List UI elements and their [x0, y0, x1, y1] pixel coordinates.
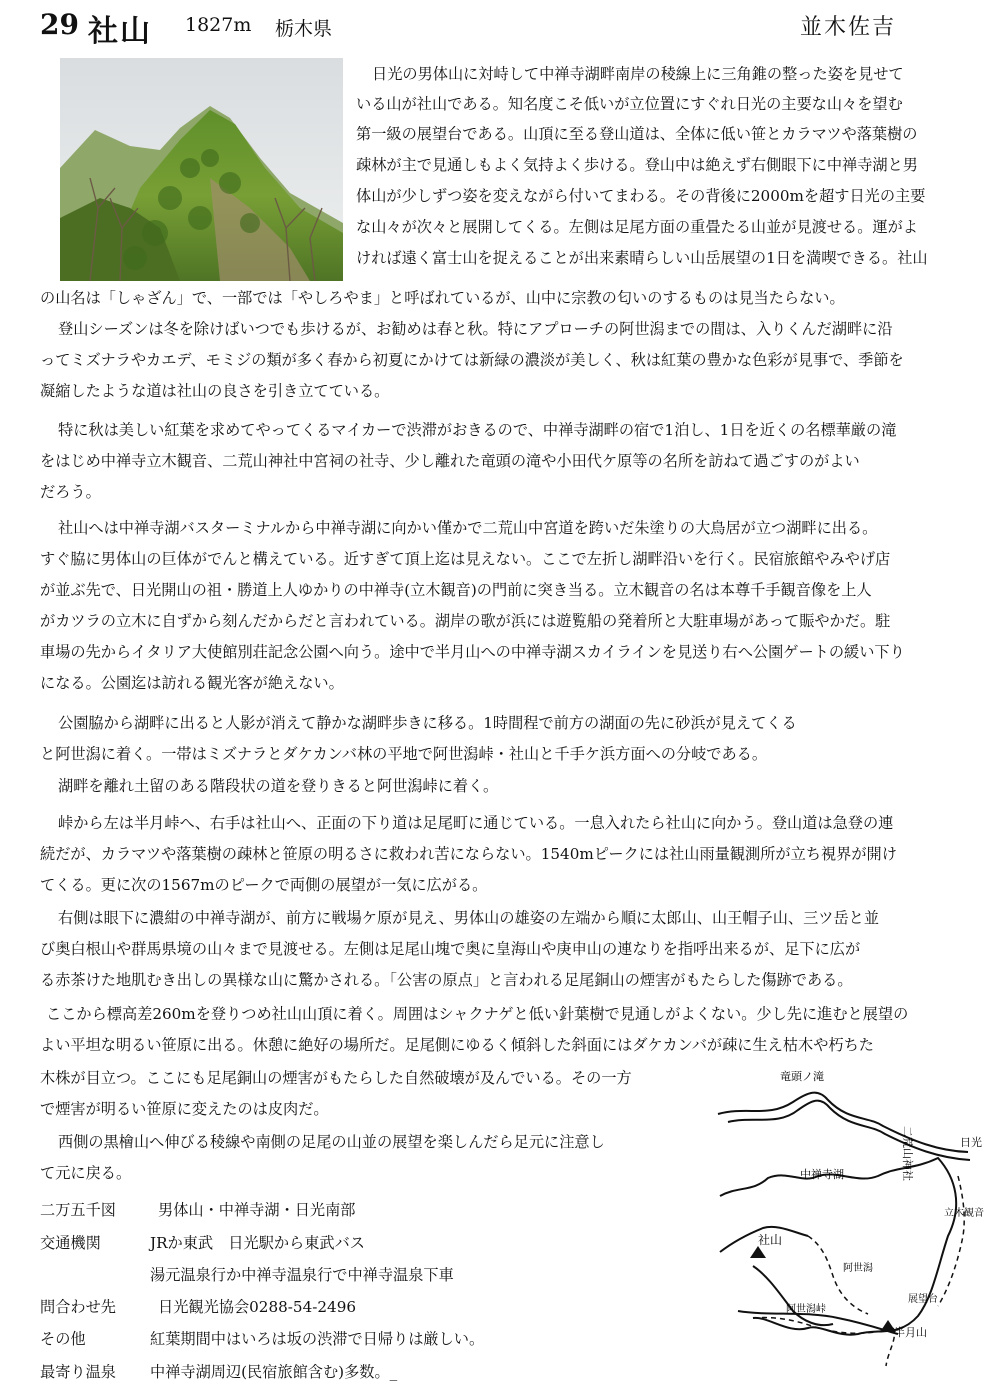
- text-line: だろう。: [40, 483, 101, 501]
- map-label: 二荒山神社: [901, 1126, 914, 1181]
- transport-value: JRか東武 日光駅から東武バス: [150, 1234, 365, 1252]
- page-header: [0, 0, 1000, 52]
- text-line: 峠から左は半月峠へ、右手は社山へ、正面の下り道は足尾町に通じている。一息入れたら社山に向かう。登山道は急登の連: [58, 814, 894, 832]
- text-line: 体山が少しずつ姿を変えながら付いてまわる。その背後に2000mを超す日光の主要: [356, 187, 926, 205]
- other-value: 紅葉期間中はいろは坂の渋滞で日帰りは厳しい。: [150, 1330, 485, 1348]
- text-line: び奥白根山や群馬県境の山々まで見渡せる。左側は足尾山塊で奥に皇海山や庚申山の連なりを指呼出来るが、足下に広が: [40, 940, 861, 958]
- transport-label: 交通機関: [40, 1234, 101, 1252]
- author: 並木佐吉: [800, 15, 897, 40]
- contact-value: 日光観光協会0288-54-2496: [158, 1298, 357, 1316]
- other-label: その他: [40, 1330, 86, 1348]
- map-label: 阿世潟峠: [786, 1304, 826, 1315]
- text-line: が並ぶ先で、日光開山の祖・勝道上人ゆかりの中禅寺(立木観音)の門前に突き当る。立木観音の名は本尊千手観音像を上人: [40, 581, 872, 599]
- onsen-value: 中禅寺湖周辺(民宿旅館含む)多数。_: [150, 1363, 398, 1381]
- mountain-photo: [60, 58, 343, 281]
- text-line: 車場の先からイタリア大使館別荘記念公園へ向う。途中で半月山への中禅寺湖スカイラインを見送り右へ公園ゲートの緩い下り: [40, 643, 905, 661]
- text-line: 第一級の展望台である。山頂に至る登山道は、全体に低い笹とカラマツや落葉樹の: [356, 125, 918, 143]
- text-line: 疎林が主で見通しもよく気持よく歩ける。登山中は絶えず右側眼下に中禅寺湖と男: [356, 156, 918, 174]
- text-line: がカツラの立木に自ずから刻んだからだと言われている。湖岸の歌が浜には遊覧船の発着所と大駐車場があって賑やかだ。駐: [40, 612, 891, 630]
- text-line: ってミズナラやカエデ、モミジの類が多く春から初夏にかけては新緑の濃淡が美しく、秋は紅葉の豊かな色彩が見事で、季節を: [40, 351, 904, 369]
- text-line: 社山へは中禅寺湖バスターミナルから中禅寺湖に向かい僅かで二荒山中宮道を跨いだ朱塗りの大鳥居が立つ湖畔に出る。: [58, 519, 878, 537]
- map-label: 竜頭ノ滝: [780, 1070, 824, 1083]
- text-line: 登山シーズンは冬を除けばいつでも歩けるが、お勧めは春と秋。特にアプローチの阿世潟までの間は、入りくんだ湖畔に沿: [58, 320, 893, 338]
- text-line: 木株が目立つ。ここにも足尾銅山の煙害がもたらした自然破壊が及んでいる。その一方: [40, 1069, 632, 1087]
- text-line: いる山が社山である。知名度こそ低いが立位置にすぐれ日光の主要な山々を望む: [356, 95, 903, 113]
- entry-number: 29: [40, 8, 79, 41]
- text-line: すぐ脇に男体山の巨体がでんと構えている。近すぎて頂上迄は見えない。ここで左折し湖畔沿いを行く。民宿旅館やみやげ店: [40, 550, 891, 568]
- page-title: 社山: [88, 14, 152, 49]
- route-map: [708, 1066, 996, 1376]
- peak-marker: [750, 1246, 766, 1258]
- text-line: る赤茶けた地肌むき出しの異様な山に驚かされる。「公害の原点」と言われる足尾銅山の煙害がもたらした傷跡である。: [40, 971, 853, 989]
- map-label: 日光: [960, 1136, 982, 1149]
- text-line: と阿世潟に着く。一帯はミズナラとダケカンバ林の平地で阿世潟峠・社山と千手ケ浜方面への分岐である。: [40, 745, 768, 763]
- text-line: をはじめ中禅寺立木観音、二荒山神社中宮祠の社寺、少し離れた竜頭の滝や小田代ケ原等の名所を訪ねて過ごすのがよい: [40, 452, 860, 470]
- map-label: 社山: [758, 1233, 783, 1247]
- map-label: 半月山: [894, 1326, 927, 1339]
- map-sheet-label: 二万五千図: [40, 1201, 116, 1219]
- text-line: の山名は「しゃざん」で、一部では「やしろやま」と呼ばれているが、山中に宗教の匂いのするものは見当たらない。: [40, 289, 845, 307]
- text-line: ければ遠く富士山を捉えることが出来素晴らしい山岳展望の1日を満喫できる。社山: [356, 249, 928, 267]
- text-line: 西側の黒檜山へ伸びる稜線や南側の足尾の山並の展望を楽しんだら足元に注意し: [58, 1133, 605, 1151]
- text-line: 湖畔を離れ土留のある階段状の道を登りきると阿世潟峠に着く。: [58, 777, 499, 795]
- contact-label: 問合わせ先: [40, 1298, 116, 1316]
- prefecture: 栃木県: [275, 18, 333, 40]
- text-line: 特に秋は美しい紅葉を求めてやってくるマイカーで渋滞がおきるので、中禅寺湖畔の宿で1泊し、1日を近くの名標華厳の滝: [58, 421, 897, 439]
- text-line: で煙害が明るい笹原に変えたのは皮肉だ。: [40, 1100, 329, 1118]
- text-line: 公園脇から湖畔に出ると人影が消えて静かな湖畔歩きに移る。1時間程で前方の湖面の先に砂浜が見えてくる: [58, 714, 797, 732]
- text-line: 続だが、カラマツや落葉樹の疎林と笹原の明るさに救われ苦にならない。1540mピークには社山雨量観測所が立ち視界が開け: [40, 845, 897, 863]
- map-label: 中禅寺湖: [800, 1168, 844, 1181]
- text-line: よい平坦な明るい笹原に出る。休憩に絶好の場所だ。足尾側にゆるく傾斜した斜面にはダケカンバが疎に生え枯木や朽ちた: [40, 1036, 874, 1054]
- text-line: 日光の男体山に対峙して中禅寺湖畔南岸の稜線上に三角錐の整った姿を見せて: [372, 65, 904, 83]
- map-label: 立木観音: [944, 1208, 984, 1219]
- text-line: て元に戻る。: [40, 1164, 132, 1182]
- map-label: 展望台: [908, 1294, 938, 1305]
- map-label: 阿世潟: [843, 1263, 873, 1274]
- map-sheet-value: 男体山・中禅寺湖・日光南部: [158, 1201, 356, 1219]
- text-line: になる。公園迄は訪れる観光客が絶えない。: [40, 674, 344, 692]
- text-line: 右側は眼下に濃紺の中禅寺湖が、前方に戦場ケ原が見え、男体山の雄姿の左端から順に太郎山、山王帽子山、三ツ岳と並: [58, 909, 880, 927]
- text-line: 凝縮したような道は社山の良さを引き立てている。: [40, 382, 390, 400]
- elevation: 1827m: [185, 14, 252, 36]
- text-line: ここから標高差260mを登りつめ社山山頂に着く。周囲はシャクナゲと低い針葉樹で見通しがよくない。少し先に進むと展望の: [46, 1005, 909, 1023]
- onsen-label: 最寄り温泉: [40, 1363, 116, 1381]
- text-line: てくる。更に次の1567mのピークで両側の展望が一気に広がる。: [40, 876, 488, 894]
- text-line: な山々が次々と展開してくる。左側は足尾方面の重畳たる山並が見渡せる。運がよ: [356, 218, 918, 236]
- transport-value-2: 湯元温泉行か中禅寺温泉行で中禅寺温泉下車: [150, 1266, 454, 1284]
